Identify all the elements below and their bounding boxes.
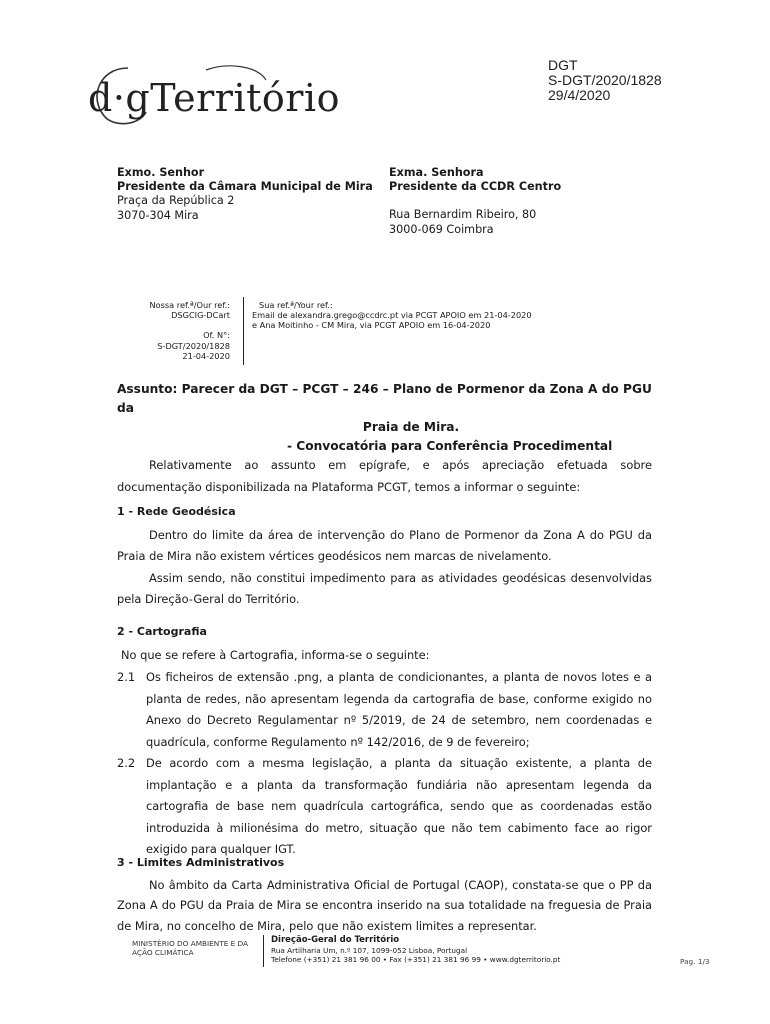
section-cartography — [117, 621, 652, 666]
your-reference-block — [252, 300, 652, 331]
recipient-right — [389, 166, 659, 237]
list-item-number: 2.1 — [117, 670, 136, 684]
intro-paragraph — [117, 455, 652, 498]
logo-wordmark: d·gTerritório — [88, 76, 340, 120]
paragraph: No âmbito da Carta Administrativa Oficial de Portugal (CAOP), constata-se que o PP da Zona A do PGU da Praia de Mira se encontra inserido na sua totalidade na freguesia de Praia de Mira, no concelho de Mira, pelo que não existem limites a representar. — [117, 877, 652, 933]
list-item — [117, 667, 652, 753]
subject-line: Praia de Mira. — [362, 420, 460, 434]
subject-line: Assunto: Parecer da DGT – PCGT – 246 – Plano de Pormenor da Zona A do PGU da — [117, 382, 652, 415]
your-ref-line: e Ana Moitinho - CM Mira, via PCGT APOIO em 16-04-2020 — [252, 320, 491, 331]
dgterritorio-logo — [88, 60, 340, 130]
organization-name: Direção-Geral do Território — [271, 935, 400, 945]
recipient-salutation: Exma. Senhora — [389, 166, 484, 179]
paragraph: No que se refere à Cartografia, informa-se o seguinte: — [121, 647, 430, 662]
office-number-value: S-DGT/2020/1828 — [157, 340, 230, 351]
footer-divider — [263, 935, 264, 967]
recipient-salutation: Exmo. Senhor — [117, 166, 205, 179]
recipient-title: Presidente da CCDR Centro — [389, 180, 562, 194]
stamp-date: 29/4/2020 — [548, 87, 611, 103]
organization-phone-web: Telefone (+351) 21 381 96 00 • Fax (+351) 21 381 96 99 • www.dgterritorio.pt — [271, 955, 561, 964]
recipient-postcode: 3000-069 Coimbra — [389, 222, 494, 236]
office-date: 21-04-2020 — [182, 350, 230, 361]
our-ref-label: Nossa ref.ª/Our ref.: — [149, 300, 230, 310]
subject-block — [117, 380, 665, 456]
list-item-text: Os ficheiros de extensão .png, a planta de condicionantes, a planta de novos lotes e a planta de redes, não apresentam legenda da cartografia de base, conforme exigido no Anexo do Decreto Regulamentar nº 5/2019, de 24 de setembro, nem coordenadas e quadrícula, conforme Regulamento nº 142/2016, de 9 de fevereiro; — [146, 670, 652, 749]
cartography-list — [117, 667, 652, 861]
section-heading: 1 - Rede Geodésica — [117, 505, 236, 518]
section-administrative-limits — [117, 852, 652, 936]
organization-contacts — [271, 935, 631, 964]
organization-address: Rua Artilharia Um, n.º 107, 1099-052 Lisboa, Portugal — [271, 946, 468, 955]
our-ref-value: DSGCIG-DCart — [171, 310, 230, 321]
recipient-title: Presidente da Câmara Municipal de Mira — [117, 180, 373, 194]
section-geodesic-network — [117, 501, 652, 611]
list-item — [117, 753, 652, 861]
recipient-street: Praça da República 2 — [117, 194, 235, 208]
list-item-number: 2.2 — [117, 756, 136, 770]
list-item-text: De acordo com a mesma legislação, a planta da situação existente, a planta de implantação e a planta da transformação fundiária não apresentam legenda da cartografia de base nem quadrícula cartográfica, sendo que as coordenadas estão introduzida à milionésima do metro, situação que não tem cabimento face ao rigor exigido para qualquer IGT. — [146, 756, 652, 856]
our-reference-block — [100, 300, 230, 361]
paragraph: Dentro do limite da área de intervenção do Plano de Pormenor da Zona A do PGU da Praia de Mira não existem vértices geodésicos nem marcas de nivelamento. — [117, 527, 652, 563]
your-ref-line: Email de alexandra.grego@ccdrc.pt via PCGT APOIO em 21-04-2020 — [252, 310, 532, 321]
paragraph: Assim sendo, não constitui impedimento para as atividades geodésicas desenvolvidas pela Direção-Geral do Território. — [117, 570, 652, 606]
paragraph: Relativamente ao assunto em epígrafe, e após apreciação efetuada sobre documentação disponibilizada na Plataforma PCGT, temos a informar o seguinte: — [117, 458, 652, 494]
recipient-postcode: 3070-304 Mira — [117, 208, 199, 222]
section-heading: 2 - Cartografia — [117, 625, 207, 638]
subject-line: - Convocatória para Conferência Procedimental — [287, 439, 613, 453]
reference-divider — [243, 297, 244, 365]
your-ref-label: Sua ref.ª/Your ref.: — [259, 300, 333, 310]
section-heading: 3 - Limites Administrativos — [117, 856, 285, 869]
ministry-name: MINISTÉRIO DO AMBIENTE E DA AÇÃO CLIMÁTICA — [132, 939, 249, 957]
recipient-street: Rua Bernardim Ribeiro, 80 — [389, 208, 537, 222]
stamp-reference: S-DGT/2020/1828 — [548, 72, 662, 88]
registration-stamp — [548, 58, 662, 103]
stamp-line: DGT — [548, 57, 578, 73]
recipient-left — [117, 166, 387, 223]
office-number-label: Of. N°: — [203, 330, 230, 341]
page-number: Pag. 1/3 — [680, 957, 710, 966]
